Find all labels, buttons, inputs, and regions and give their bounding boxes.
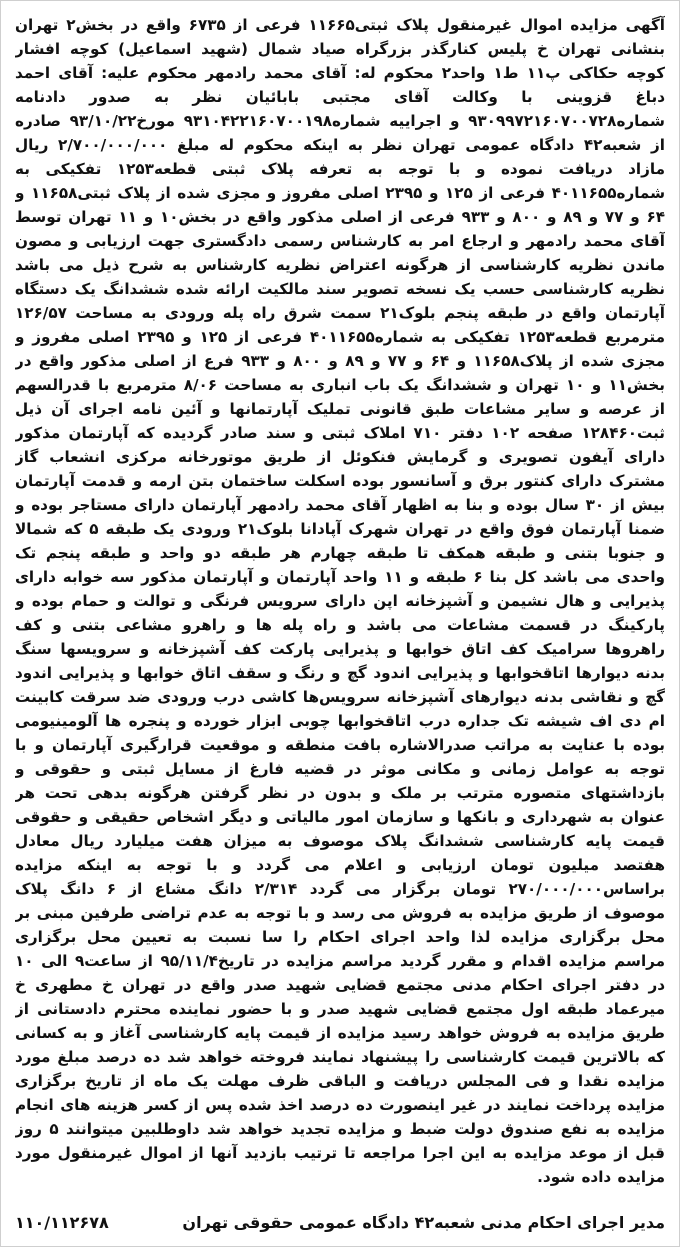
- notice-body: [15, 13, 665, 1193]
- notice-footer: [15, 1209, 665, 1235]
- notice-text: آگهی مزایده اموال غیرمنقول پلاک ثبتی۱۱۶۶۵ فرعی از ۶۷۳۵ واقع در بخش۲ تهران بنشانی تهران خ پلیس کنارگذر بزرگراه صیاد شمال (شهید اسماعیل) کوچه افشار کوچه حکاکی پ۱۱ ط۱ واحد۲ محکوم له: آقای محمد رادمهر محکوم علیه: آقای احمد دباغ قزوینی با وکالت آقای مجتبی بابائیان نظر به صدور دادنامه شماره۹۳۰۹۹۷۲۱۶۰۷۰۰۷۲۸ و اجراییه شماره۹۳۱۰۴۲۲۱۶۰۷۰۰۱۹۸ مورخ۹۳/۱۰/۲۲ صادره از شعبه۴۲ دادگاه عمومی تهران نظر به اینکه محکوم له مبلغ ۲/۷۰۰/۰۰۰/۰۰۰ ریال مازاد دریافت نموده و با توجه به تعرفه پلاک ثبتی قطعه۱۲۵۳ تفکیکی به شماره۴۰۱۱۶۵۵ فرعی از ۱۲۵ و ۲۳۹۵ اصلی مفروز و مجزی شده از پلاک ثبتی۱۱۶۵۸ و ۶۴ و ۷۷ و ۸۹ و ۸۰۰ و ۹۳۳ فرعی از اصلی مذکور واقع در بخش۱۰ و ۱۱ تهران توسط آقای محمد رادمهر و ارجاع امر به کارشناس رسمی دادگستری جهت ارزیابی و مصون ماندن نظریه کارشناسی از هرگونه اعتراض نظریه کارشناس به شرح ذیل می باشد نظریه کارشناسی حسب یک نسخه تصویر سند مالکیت ارائه شده ششدانگ یک دستگاه آپارتمان واقع در طبقه پنجم بلوک۲۱ سمت شرق راه پله ورودی به مساحت ۱۲۶/۵۷ مترمربع قطعه۱۲۵۳ تفکیکی به شماره۴۰۱۱۶۵۵ فرعی از ۱۲۵ و ۲۳۹۵ اصلی مفروز و مجزی شده از پلاک۱۱۶۵۸ و ۶۴ و ۷۷ و ۸۹ و ۸۰۰ و ۹۳۳ فرع از اصلی مذکور واقع در بخش۱۱ و ۱۰ تهران و ششدانگ یک باب انباری به مساحت ۸/۰۶ مترمربع با قدرالسهم از عرصه و سایر مشاعات طبق قانونی تملیک آپارتمانها و آئین نامه اجرای آن ذیل ثبت۱۲۸۴۶۰ صفحه ۱۰۲ دفتر ۷۱۰ املاک ثبتی و سند صادر گردیده که آپارتمان مذکور دارای آیفون تصویری و گرمایش فنکوئل از طریق موتورخانه مرکزی انشعاب گاز مشترک دارای کنتور برق و آسانسور بوده اسکلت ساختمان بتن ارمه و قدمت آپارتمان بیش از ۳۰ سال بوده و بنا به اظهار آقای محمد رادمهر آپارتمان دارای مستاجر بوده و ضمنا آپارتمان فوق واقع در تهران شهرک آپادانا بلوک۲۱ ورودی یک طبقه ۵ که شمالا و جنوبا بتنی و طبقه همکف تا طبقه چهارم هر طبقه دو واحد و طبقه پنجم تک واحدی می باشد کل بنا ۶ طبقه و ۱۱ واحد آپارتمان و آپارتمان مذکور سه خوابه دارای پذیرایی و هال نشیمن و آشپزخانه اپن دارای سرویس فرنگی و توالت و حمام بوده و پارکینگ در قسمت مشاعات می باشد و راه پله ها و راهرو مشاعی بتنی و کف راهروها سرامیک کف اتاق خوابها و پذیرایی پارکت کف آشپزخانه و سرویسها سنگ بدنه دیوارها اتاقخوابها و پذیرایی اندود گچ و رنگ و سقف اتاق خوابها و پذیرایی اندود گچ و نقاشی بدنه دیوارهای آشپزخانه سرویس‌ها کاشی درب ورودی ضد سرقت کابینت ام دی اف شیشه تک جداره درب اتاقخوابها چوبی ابزار خورده و پنجره ها آلومینیومی بوده با عنایت به مراتب صدرالاشاره بافت منطقه و موقعیت قرارگیری آپارتمان و با توجه به عوامل زمانی و مکانی موثر در قضیه فارغ از مسایل ثبتی و حقوقی و بازداشتهای متصوره مترتب بر ملک و بدون در نظر گرفتن هرگونه بدهی تحت هر عنوان به شهرداری و بانکها و سازمان امور مالیاتی و دیگر اشخاص حقیقی و حقوقی قیمت پایه کارشناسی ششدانگ پلاک موصوف به میزان هفت میلیارد ریال معادل هفتصد میلیون تومان ارزیابی و اعلام می گردد و با توجه به اینکه مزایده براساس۲۷۰/۰۰۰/۰۰۰ تومان برگزار می گردد ۲/۳۱۴ دانگ مشاع از ۶ دانگ پلاک موصوف از طریق مزایده به فروش می رسد و با توجه به عدم تراضی طرفین مبنی بر محل برگزاری مزایده لذا واحد اجرای احکام را سا نسبت به تعیین محل برگزاری مراسم مزایده اقدام و مقرر گردید مراسم مزایده در تاریخ۹۵/۱۱/۴ از ساعت۹ الی ۱۰ در دفتر اجرای احکام مدنی مجتمع قضایی شهید صدر واقع در تهران خ مطهری خ میرعماد طبقه اول مجتمع قضایی شهید صدر و با حضور نماینده محترم دادستانی از طریق مزایده به فروش خواهد رسید مزایده از قیمت پایه کارشناسی آغاز و به کسانی که بالاترین قیمت کارشناسی را پیشنهاد نمایند فروخته خواهد شد ده درصد مبلغ مورد مزایده نقدا و فی المجلس دریافت و الباقی ظرف مهلت یک ماه از تاریخ برگزاری مزایده پرداخت نمایند در غیر اینصورت ده درصد اخذ شده پس از کسر هزینه های انجام مزایده به نفع صندوق دولت ضبط و مزایده تجدید خواهد شد داوطلبین میتوانند ۵ روز قبل از موعد مزایده به این اجرا مراجعه تا ترتیب بازدید آنها از اموال غیرمنقول مورد مزایده داده شود.: [15, 16, 665, 1186]
- reference-code: ۱۱۰/۱۱۲۶۷۸: [15, 1212, 109, 1232]
- issuer-signature: مدیر اجرای احکام مدنی شعبه۴۲ دادگاه عمومی حقوقی تهران: [182, 1212, 665, 1232]
